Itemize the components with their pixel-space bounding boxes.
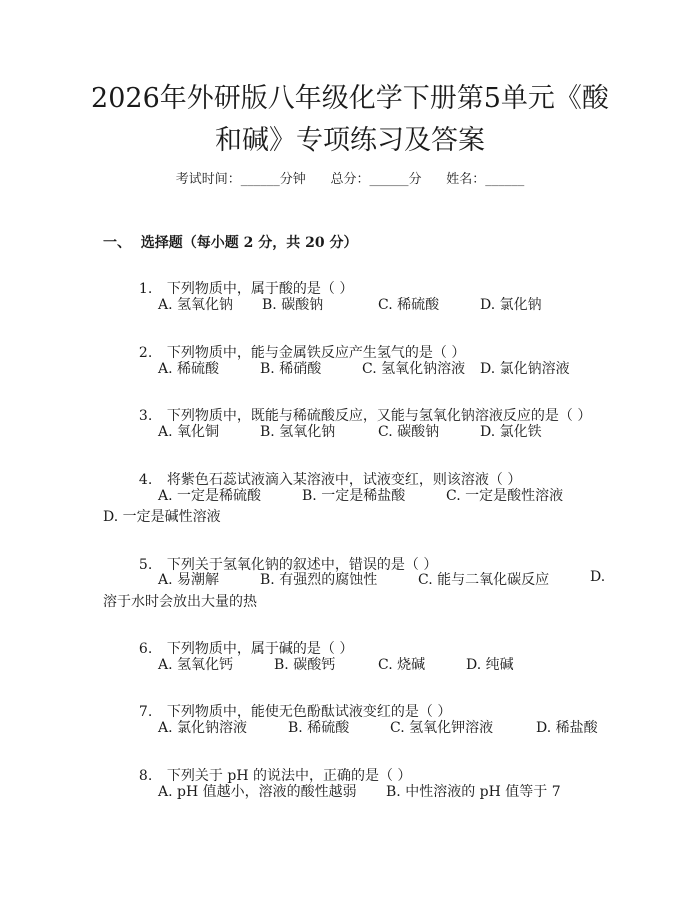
question-number: 6. <box>138 641 153 657</box>
title-line-2: 和碱》专项练习及答案 <box>215 125 485 156</box>
option-c: C. 碳酸钠 <box>378 424 440 440</box>
question-text: 下列物质中，属于酸的是（ ） <box>166 281 354 297</box>
question-number: 1. <box>138 281 153 297</box>
question-8 <box>130 749 411 785</box>
title-line-1: 2026年外研版八年级化学下册第5单元《酸 <box>91 83 609 114</box>
question-2 <box>130 326 465 362</box>
section-heading: 一、 选择题（每小题 2 分，共 20 分） <box>103 235 358 251</box>
question-4 <box>130 453 521 489</box>
question-6 <box>130 622 353 658</box>
option-b: B. 氢氧化钠 <box>260 424 336 440</box>
question-number: 5. <box>138 557 153 573</box>
option-b: B. 中性溶液的 pH 值等于 7 <box>386 784 561 800</box>
option-c: C. 能与二氧化碳反应 <box>418 572 550 588</box>
option-d: D. 氯化钠 <box>480 297 542 313</box>
exam-info: 考试时间：______分钟 总分：______分 姓名：______ <box>175 172 525 187</box>
question-text: 下列关于氢氧化钠的叙述中，错误的是（ ） <box>166 557 438 573</box>
option-c: C. 稀硫酸 <box>378 297 440 313</box>
option-a: A. 氢氧化钠 <box>158 297 234 313</box>
option-d: D. 一定是碱性溶液 <box>103 509 221 525</box>
option-b: B. 碳酸钙 <box>274 657 336 673</box>
option-a: A. 易潮解 <box>158 572 220 588</box>
option-b: B. 稀硫酸 <box>288 720 350 736</box>
question-text: 下列物质中，既能与稀硫酸反应，又能与氢氧化钠溶液反应的是（ ） <box>166 408 592 424</box>
option-d: D. 稀盐酸 <box>536 720 598 736</box>
option-a: A. 氧化铜 <box>158 424 220 440</box>
question-3 <box>130 389 591 425</box>
option-d: D. 氯化铁 <box>480 424 542 440</box>
option-b: B. 有强烈的腐蚀性 <box>260 572 378 588</box>
question-number: 7. <box>138 704 153 720</box>
question-text: 将紫色石蕊试液滴入某溶液中，试液变红，则该溶液（ ） <box>166 472 522 488</box>
option-c: C. 氢氧化钠溶液 <box>362 361 466 377</box>
option-b: B. 碳酸钠 <box>262 297 324 313</box>
question-text: 下列关于 pH 的说法中，正确的是（ ） <box>166 768 412 784</box>
question-7 <box>130 685 451 721</box>
option-a: A. pH 值越小，溶液的酸性越弱 <box>158 784 357 800</box>
question-number: 4. <box>138 472 153 488</box>
option-d-text: 溶于水时会放出大量的热 <box>103 594 257 610</box>
option-d-label: D. <box>590 569 606 585</box>
question-number: 2. <box>138 345 153 361</box>
question-text: 下列物质中，能使无色酚酞试液变红的是（ ） <box>166 704 452 720</box>
option-c: C. 氢氧化钾溶液 <box>390 720 494 736</box>
option-c: C. 一定是酸性溶液 <box>446 488 564 504</box>
option-a: A. 稀硫酸 <box>158 361 220 377</box>
question-text: 下列物质中，属于碱的是（ ） <box>166 641 354 657</box>
option-c: C. 烧碱 <box>378 657 426 673</box>
question-number: 8. <box>138 768 153 784</box>
option-d: D. 氯化钠溶液 <box>480 361 570 377</box>
question-1 <box>130 262 353 298</box>
question-text: 下列物质中，能与金属铁反应产生氢气的是（ ） <box>166 345 466 361</box>
option-b: B. 一定是稀盐酸 <box>302 488 406 504</box>
option-a: A. 一定是稀硫酸 <box>158 488 262 504</box>
document-title <box>60 78 640 162</box>
option-a: A. 氢氧化钙 <box>158 657 234 673</box>
option-b: B. 稀硝酸 <box>260 361 322 377</box>
option-a: A. 氯化钠溶液 <box>158 720 248 736</box>
option-d: D. 纯碱 <box>466 657 514 673</box>
question-number: 3. <box>138 408 153 424</box>
